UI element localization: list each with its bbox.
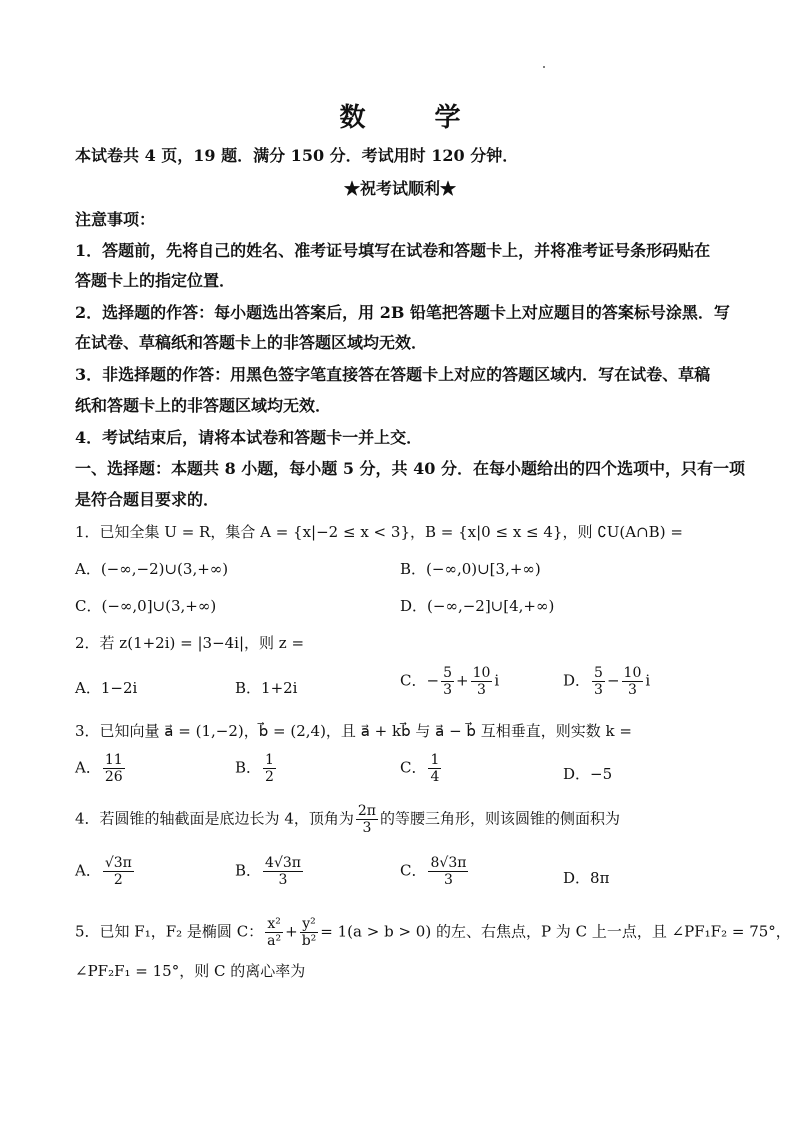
denominator: 2 [265, 769, 274, 786]
fraction [471, 665, 493, 698]
note-line: 3．非选择题的作答：用黑色签字笔直接答在答题卡上对应的答题区域内．写在试卷、草稿 [75, 365, 711, 384]
numerator: 1 [265, 752, 274, 768]
q1-option-c: C．(−∞,0]∪(3,+∞) [75, 597, 217, 615]
fraction [263, 855, 303, 888]
sign: − [606, 671, 620, 690]
option-label: B． [235, 861, 262, 880]
denominator: 3 [278, 872, 288, 889]
q2-option-a: A．1−2i [75, 679, 138, 697]
numerator: 10 [472, 665, 491, 681]
denominator: 3 [627, 682, 637, 699]
q4-option-b [235, 855, 305, 888]
notes-heading: 注意事项： [75, 210, 156, 229]
q1-option-d: D．(−∞,−2]∪[4,+∞) [400, 597, 555, 615]
q4-option-c [400, 855, 470, 888]
note-line: 4．考试结束后，请将本试卷和答题卡一并上交． [75, 428, 423, 447]
imag-unit: i [645, 671, 651, 690]
fraction [441, 665, 454, 698]
numerator: 5 [443, 665, 452, 681]
denominator: 2 [113, 872, 123, 889]
imag-unit: i [494, 671, 500, 690]
numerator: x² [265, 916, 283, 933]
fraction [263, 752, 276, 785]
q2-option-c [400, 665, 499, 698]
sign: + [285, 922, 298, 941]
note-line: 答题卡上的指定位置． [75, 271, 236, 290]
option-label: D． [563, 671, 591, 690]
sign: + [455, 671, 469, 690]
q3-option-a [75, 752, 127, 785]
exam-intro: 本试卷共 4 页，19 题．满分 150 分．考试用时 120 分钟． [75, 146, 519, 165]
stem-text: 5．已知 F₁，F₂ 是椭圆 C： [75, 922, 264, 941]
q3-option-b [235, 752, 278, 785]
denominator: 3 [477, 682, 486, 699]
numerator: 2π [357, 803, 376, 819]
note-line: 2．选择题的作答：每小题选出答案后，用 2B 铅笔把答题卡上对应题目的答案标号涂黑．写 [75, 303, 730, 322]
stem-text: 的等腰三角形，则该圆锥的侧面积为 [379, 809, 620, 828]
question-4-stem [75, 803, 620, 836]
section-heading: 一、选择题：本题共 8 小题，每小题 5 分，共 40 分．在每小题给出的四个选项中，只有一项 [75, 459, 745, 478]
denominator: 3 [443, 682, 452, 699]
q2-option-b: B．1+2i [235, 679, 298, 697]
note-line: 1．答题前，先将自己的姓名、准考证号填写在试卷和答题卡上，并将准考证号条形码贴在 [75, 241, 711, 260]
denominator: 3 [443, 872, 453, 889]
numerator: 8√3π [430, 855, 467, 871]
question-3-stem: 3．已知向量 a⃗ = (1,−2)，b⃗ = (2,4)，且 a⃗ + kb⃗ 与 a⃗ − b⃗ 互相垂直，则实数 k = [75, 722, 632, 740]
q2-option-d [563, 665, 650, 698]
numerator: √3π [104, 855, 132, 871]
sign: − [426, 671, 440, 690]
option-label: A． [75, 758, 101, 777]
q4-option-a [75, 855, 136, 888]
numerator: 1 [430, 752, 440, 768]
fraction [428, 855, 468, 888]
note-line: 纸和答题卡上的非答题区域均无效． [75, 396, 332, 415]
option-label: A． [75, 861, 101, 880]
denominator: a² [267, 933, 282, 950]
numerator: 4√3π [265, 855, 301, 871]
page-title: 数 学 [339, 103, 491, 133]
numerator: 5 [594, 665, 603, 681]
question-5-stem [75, 916, 791, 949]
q3-option-c [400, 752, 443, 785]
question-1-stem: 1．已知全集 U = R，集合 A = {x|−2 ≤ x < 3}，B = {x|0 ≤ x ≤ 4}，则 ∁U(A∩B) = [75, 523, 683, 541]
stem-text: 4．若圆锥的轴截面是底边长为 4，顶角为 [75, 809, 354, 828]
option-label: C． [400, 671, 427, 690]
fraction [592, 665, 605, 698]
question-5-stem-line2: ∠PF₂F₁ = 15°，则 C 的离心率为 [75, 962, 306, 980]
good-luck-banner: ★祝考试顺利★ [343, 179, 456, 198]
numerator: 10 [623, 665, 642, 681]
option-label: C． [400, 861, 427, 880]
denominator: 3 [594, 682, 603, 699]
fraction [265, 916, 283, 949]
fraction [300, 916, 319, 949]
denominator: b² [301, 933, 317, 950]
q1-option-b: B．(−∞,0)∪[3,+∞) [400, 560, 541, 578]
note-line: 在试卷、草稿纸和答题卡上的非答题区域均无效． [75, 333, 428, 352]
section-heading: 是符合题目要求的． [75, 490, 220, 509]
question-2-stem: 2．若 z(1+2i) = |3−4i|，则 z = [75, 634, 305, 652]
fraction [103, 855, 134, 888]
numerator: y² [300, 916, 319, 933]
q1-option-a: A．(−∞,−2)∪(3,+∞) [75, 560, 229, 578]
denominator: 3 [362, 820, 372, 837]
numerator: 11 [104, 752, 123, 768]
option-label: B． [235, 758, 262, 777]
q3-option-d: D．−5 [563, 765, 613, 783]
fraction [428, 752, 441, 785]
denominator: 26 [104, 769, 123, 786]
option-label: C． [400, 758, 427, 777]
stem-text: = 1(a > b > 0) 的左、右焦点，P 为 C 上一点，且 ∠PF₁F₂ = 75°， [320, 922, 791, 941]
scan-speck [543, 66, 545, 68]
fraction [622, 665, 644, 698]
fraction [103, 752, 125, 785]
denominator: 4 [430, 769, 440, 786]
q4-option-d: D．8π [563, 869, 610, 887]
fraction [356, 803, 378, 836]
